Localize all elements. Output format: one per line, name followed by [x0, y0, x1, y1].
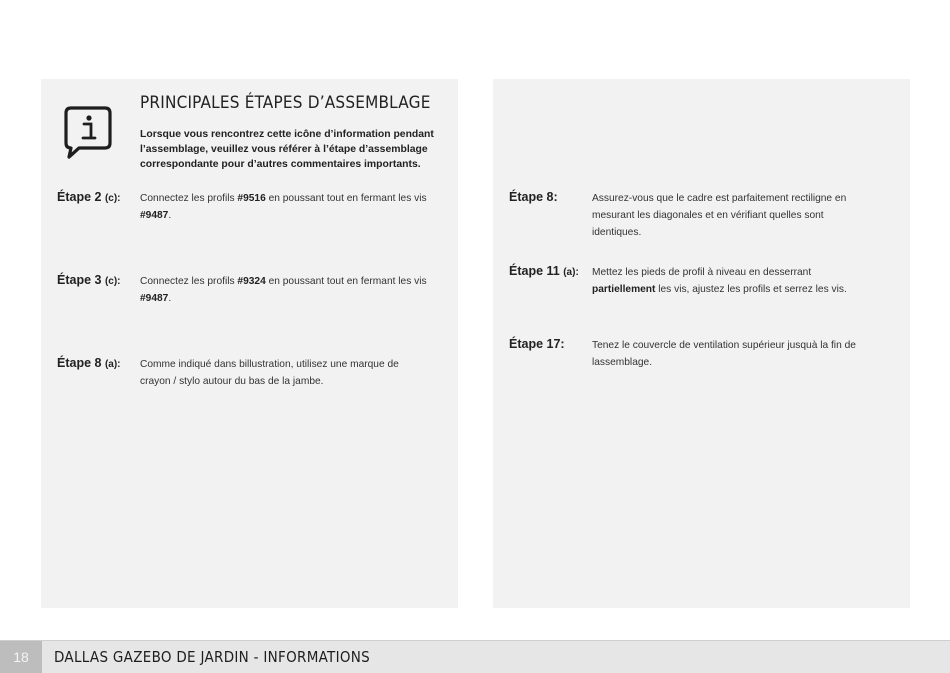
- step-text: Mettez les pieds de profil à niveau en desserrant partiellement les vis, ajustez les profils et serrez les vis.: [592, 267, 847, 295]
- right-panel: [493, 79, 910, 608]
- step-label: Étape 8:: [509, 190, 558, 204]
- info-note: Lorsque vous rencontrez cette icône d’information pendant l’assemblage, veuillez vous référer à l’étape d’assemblage correspondante pour d’autres commentaires importants.: [140, 129, 434, 170]
- page-number: 18: [0, 641, 42, 673]
- footer-bar: [0, 640, 950, 673]
- step-text: Connectez les profils #9324 en poussant tout en fermant les vis #9487.: [140, 276, 427, 304]
- step-label: Étape 3 (c):: [57, 273, 121, 287]
- step-label: Étape 17:: [509, 337, 565, 351]
- step-text: Connectez les profils #9516 en poussant tout en fermant les vis #9487.: [140, 193, 427, 221]
- step-label: Étape 2 (c):: [57, 190, 121, 204]
- left-panel: [41, 79, 458, 608]
- footer-title: DALLAS GAZEBO DE JARDIN - INFORMATIONS: [54, 648, 371, 666]
- step-label: Étape 11 (a):: [509, 264, 579, 278]
- step-label: Étape 8 (a):: [57, 356, 121, 370]
- step-text: Tenez le couvercle de ventilation supérieur jusquà la fin de lassemblage.: [592, 340, 856, 368]
- step-text: Comme indiqué dans billustration, utilisez une marque de crayon / stylo autour du bas de la jambe.: [140, 359, 399, 387]
- page-title: PRINCIPALES ÉTAPES D’ASSEMBLAGE: [140, 93, 431, 113]
- info-speech-bubble-icon: [63, 105, 113, 159]
- step-text: Assurez-vous que le cadre est parfaitement rectiligne en mesurant les diagonales et en vérifiant quelles sont identiques.: [592, 193, 847, 238]
